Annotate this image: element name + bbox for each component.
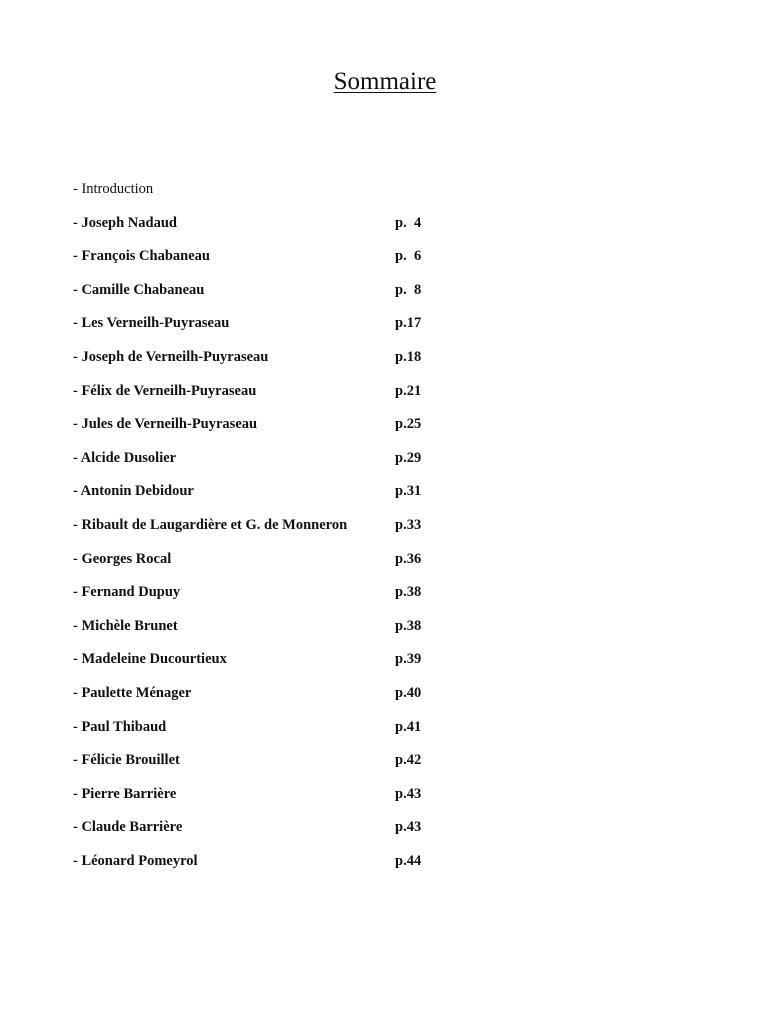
toc-entry <box>73 480 493 514</box>
toc-entry <box>73 178 493 212</box>
table-of-contents <box>73 178 493 883</box>
toc-entry-page: p.40 <box>395 684 422 701</box>
toc-entry-page: p.17 <box>395 315 422 332</box>
toc-entry-label: - François Chabaneau <box>73 248 210 265</box>
toc-entry-label: - Alcide Dusolier <box>73 449 177 466</box>
toc-entry <box>73 279 493 313</box>
toc-entry <box>73 850 493 884</box>
toc-entry-label: - Les Verneilh-Puyraseau <box>73 315 230 332</box>
page-title: Sommaire <box>333 68 437 95</box>
toc-entry-page: p.29 <box>395 449 422 466</box>
toc-entry-label: - Léonard Pomeyrol <box>73 852 198 869</box>
toc-entry <box>73 581 493 615</box>
toc-entry-page: p.43 <box>395 785 422 802</box>
toc-entry-page: p.43 <box>395 819 422 836</box>
toc-entry <box>73 212 493 246</box>
toc-entry-label: - Paul Thibaud <box>73 718 167 735</box>
toc-entry <box>73 312 493 346</box>
toc-entry <box>73 615 493 649</box>
toc-entry-label: - Paulette Ménager <box>73 684 192 701</box>
toc-entry-label: - Félicie Brouillet <box>73 752 180 769</box>
toc-entry-label: - Fernand Dupuy <box>73 584 181 601</box>
toc-entry-page: p.44 <box>395 852 422 869</box>
toc-entry <box>73 783 493 817</box>
toc-entry <box>73 548 493 582</box>
toc-entry <box>73 447 493 481</box>
toc-entry-label: - Introduction <box>73 181 154 197</box>
toc-entry-page: p.36 <box>395 550 422 567</box>
toc-entry-page: p.41 <box>395 718 422 735</box>
toc-entry-label: - Joseph Nadaud <box>73 214 177 231</box>
toc-entry-page: p.38 <box>395 617 422 634</box>
toc-entry-label: - Georges Rocal <box>73 550 172 567</box>
toc-entry <box>73 749 493 783</box>
toc-entry-label: - Joseph de Verneilh-Puyraseau <box>73 348 269 365</box>
toc-entry-page: p.38 <box>395 584 422 601</box>
toc-entry-page: p. 4 <box>395 214 422 231</box>
toc-entry-page: p. 8 <box>395 281 422 298</box>
toc-entry-label: - Ribault de Laugardière et G. de Monneron <box>73 516 348 533</box>
toc-entry-page: p.18 <box>395 348 422 365</box>
toc-entry <box>73 682 493 716</box>
toc-entry-label: - Jules de Verneilh-Puyraseau <box>73 416 258 433</box>
toc-entry-page: p. 6 <box>395 248 422 265</box>
toc-entry-label: - Félix de Verneilh-Puyraseau <box>73 382 257 399</box>
toc-entry-page: p.25 <box>395 416 422 433</box>
toc-entry <box>73 514 493 548</box>
toc-entry <box>73 816 493 850</box>
toc-entry <box>73 245 493 279</box>
toc-entry-label: - Pierre Barrière <box>73 785 177 802</box>
toc-entry <box>73 648 493 682</box>
toc-entry <box>73 380 493 414</box>
toc-entry-label: - Claude Barrière <box>73 819 183 836</box>
toc-entry-page: p.39 <box>395 651 422 668</box>
toc-entry-label: - Madeleine Ducourtieux <box>73 651 227 668</box>
toc-entry-label: - Antonin Debidour <box>73 483 194 500</box>
toc-entry-page: p.31 <box>395 483 422 500</box>
toc-entry-page: p.42 <box>395 752 422 769</box>
toc-entry-page: p.33 <box>395 516 422 533</box>
toc-entry <box>73 346 493 380</box>
toc-entry-page: p.21 <box>395 382 422 399</box>
toc-entry <box>73 413 493 447</box>
toc-entry <box>73 716 493 750</box>
toc-entry-label: - Camille Chabaneau <box>73 281 205 298</box>
toc-entry-label: - Michèle Brunet <box>73 617 178 634</box>
